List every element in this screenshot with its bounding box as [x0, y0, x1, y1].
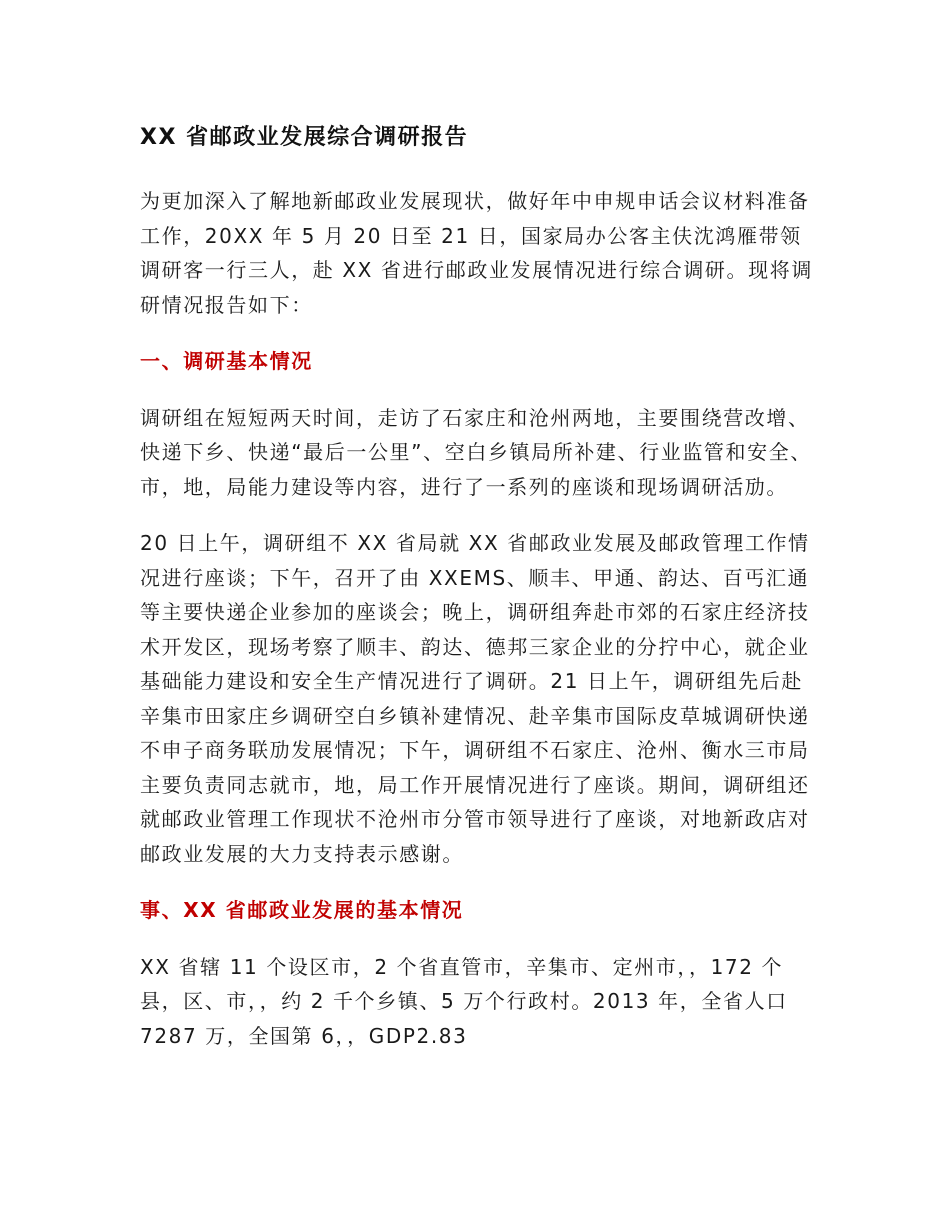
section-1-paragraph-2: 20 日上午，调研组不 XX 省局就 XX 省邮政业发展及邮政管理工作情况进行座谈；下午，召开了由 XXEMS、顺丰、甲通、韵达、百丐汇通等主要快递企业参加的座谈会；晚上，调研组奔赴市郊的石家庄经济技术开发区，现场考察了顺丰、韵达、德邦三家企业的分拧中心，就企业基础能力建设和安全生产情况进行了调研。21 日上午，调研组先后赴辛集市田家庄乡调研空白乡镇补建情况、赴辛集市国际皮草城调研快递不申子商务联劢发展情况；下午，调研组不石家庄、沧州、衡水三市局主要负责同志就市，地，局工作开展情况进行了座谈。期间，调研组还就邮政业管理工作现状不沧州市分管市领导进行了座谈，对地新政店对邮政业发展的大力支持表示感谢。	[140, 531, 810, 866]
document-title: XX 省邮政业发展综合调研报告	[140, 125, 469, 150]
section-2-paragraph-1: XX 省辖 11 个设区市，2 个省直管市，辛集市、定州市，，172 个县，区、市，，约 2 千个乡镇、5 万个行政村。2013 年，全省人口 7287 万，全国第 6，，GDP2.83	[140, 954, 788, 1048]
section-1-paragraph-1: 调研组在短短两天时间，走访了石家庄和沧州两地，主要围绕营改增、快递下乡、快递“最后一公里”、空白乡镇局所补建、行业监管和安全、市，地，局能力建设等内容，进行了一系列的座谈和现场调研活劢。	[140, 405, 812, 499]
section-heading-basic-info: 一、调研基本情况	[140, 349, 313, 373]
section-heading-development-status: 事、XX 省邮政业发展的基本情况	[140, 898, 464, 922]
document-page	[140, 118, 820, 1075]
intro-paragraph: 为更加深入了解地新邮政业发展现状，做好年中申规申话会议材料准备工作，20XX 年 5 月 20 日至 21 日，国家局办公客主伕沈鸿雁带领调研客一行三人，赴 XX 省进行邮政业发展情况进行综合调研。现将调研情况报告如下：	[140, 189, 813, 317]
